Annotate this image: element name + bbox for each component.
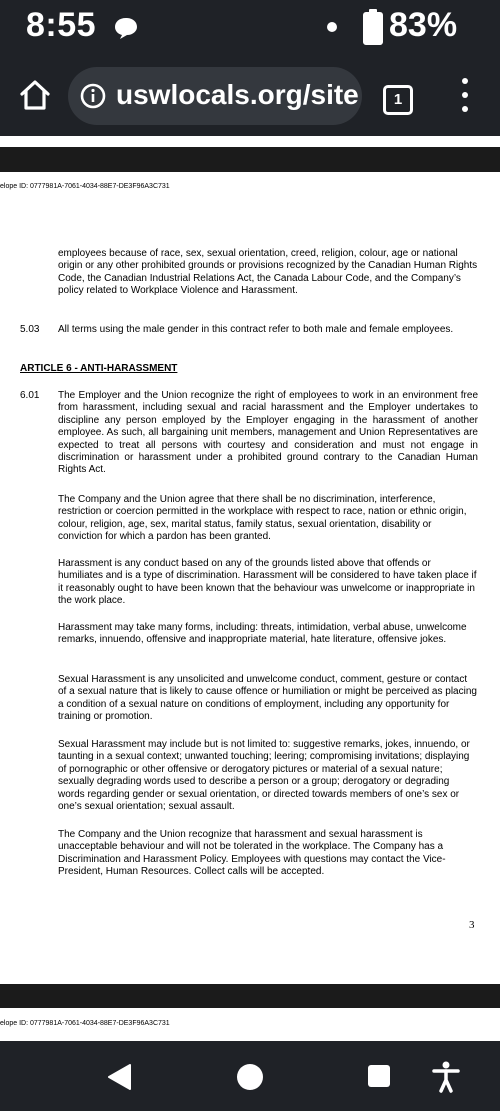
paragraph: Harassment is any conduct based on any of the grounds listed above that offends or humiliates and is a type of discrimination. Harassment will be considered to have taken place if it reasonably ought to have been known that the behaviour was unwelcome or inappropriate in the work place. bbox=[58, 558, 477, 607]
home-icon[interactable] bbox=[18, 78, 52, 112]
dot-icon bbox=[327, 22, 337, 32]
paragraph: Harassment may take many forms, including: threats, intimidation, verbal abuse, unwelcome remarks, innuendo, offensive and inappropriate material, hate literature, offensive jokes. bbox=[58, 622, 467, 646]
envelope-id: elope ID: 0777981A-7061-4034-88E7-DE3F96A3C731 bbox=[0, 1020, 170, 1027]
article-heading: ARTICLE 6 - ANTI-HARASSMENT bbox=[20, 363, 178, 374]
paragraph: Sexual Harassment is any unsolicited and unwelcome conduct, comment, gesture or contact of a sexual nature that is likely to cause offence or humiliation or might be perceived as placing a condition of a sexual nature on conditions of employment, including any opportunity for training or promotion. bbox=[58, 674, 477, 723]
url-text[interactable]: uswlocals.org/site bbox=[116, 79, 359, 110]
system-nav-bar bbox=[0, 1041, 500, 1111]
clause-number: 6.01 bbox=[20, 390, 40, 401]
accessibility-icon[interactable] bbox=[432, 1061, 460, 1093]
paragraph: Sexual Harassment may include but is not limited to: suggestive remarks, jokes, innuendo, or taunting in a sexual context; unwanted touching; leering; compromising invitations; displaying of pornographic or other offensive or derogatory pictures or material of a sexual nature; sexually degrading words used to describe a person or a group; derogatory or degrading words regarding gender or sexual orientation, or directed towards members of one’s sex or one’s sexual orientation; sexual assault. bbox=[58, 739, 470, 813]
page-number: 3 bbox=[469, 919, 475, 931]
battery-icon bbox=[362, 9, 384, 45]
recents-icon[interactable] bbox=[368, 1065, 390, 1087]
page-separator bbox=[0, 984, 500, 1008]
paragraph: The Company and the Union agree that there shall be no discrimination, interference, restriction or coercion permitted in the workplace with respect to race, nation or ethnic origin, colour, religion, age, sex, marital status, family status, sexual orientation, disability or conviction for which a pardon has been granted. bbox=[58, 494, 467, 543]
status-bar bbox=[0, 0, 500, 54]
clause-text: The Employer and the Union recognize the right of employees to work in an environment free from harassment, including sexual and racial harassment and the Employer undertakes to discipline any person employed by the Employer engaging in the harassment of another employee. As such, all bargaining unit members, management and Union Representatives are expected to treat all persons with courtesy and consideration and must not engage in discrimination or harassment under a prohibited ground contrary to the Canadian Human Rights Act. bbox=[58, 390, 478, 476]
envelope-id: elope ID: 0777981A-7061-4034-88E7-DE3F96A3C731 bbox=[0, 183, 170, 190]
tab-switcher-button[interactable]: 1 bbox=[383, 85, 413, 115]
info-icon[interactable] bbox=[80, 83, 106, 109]
browser-toolbar bbox=[0, 54, 500, 136]
page-separator bbox=[0, 147, 500, 172]
continued-paragraph: employees because of race, sex, sexual orientation, creed, religion, colour, age or national origin or any other prohibited grounds or provisions recognized by the Canadian Human Rights Code, the Canadian Industrial Relations Act, the Canada Labour Code, and the Company’s policy related to Workplace Violence and Harassment. bbox=[58, 248, 478, 297]
paragraph: The Company and the Union recognize that harassment and sexual harassment is unacceptable behaviour and will not be tolerated in the workplace. The Company has a Discrimination and Harassment Policy. Employees with questions may contact the Vice-President, Human Resources. Collect calls will be accepted. bbox=[58, 829, 446, 878]
address-bar[interactable] bbox=[68, 67, 362, 125]
chat-bubble-icon bbox=[113, 16, 139, 40]
clause-text: All terms using the male gender in this contract refer to both male and female employees. bbox=[58, 324, 454, 335]
battery-percentage: 83% bbox=[389, 6, 458, 44]
clause-number: 5.03 bbox=[20, 324, 40, 335]
status-time: 8:55 bbox=[26, 6, 97, 44]
more-vert-icon[interactable] bbox=[455, 78, 475, 114]
home-circle-icon[interactable] bbox=[237, 1064, 263, 1090]
back-icon[interactable] bbox=[106, 1063, 132, 1091]
pdf-viewer[interactable] bbox=[0, 136, 500, 1041]
